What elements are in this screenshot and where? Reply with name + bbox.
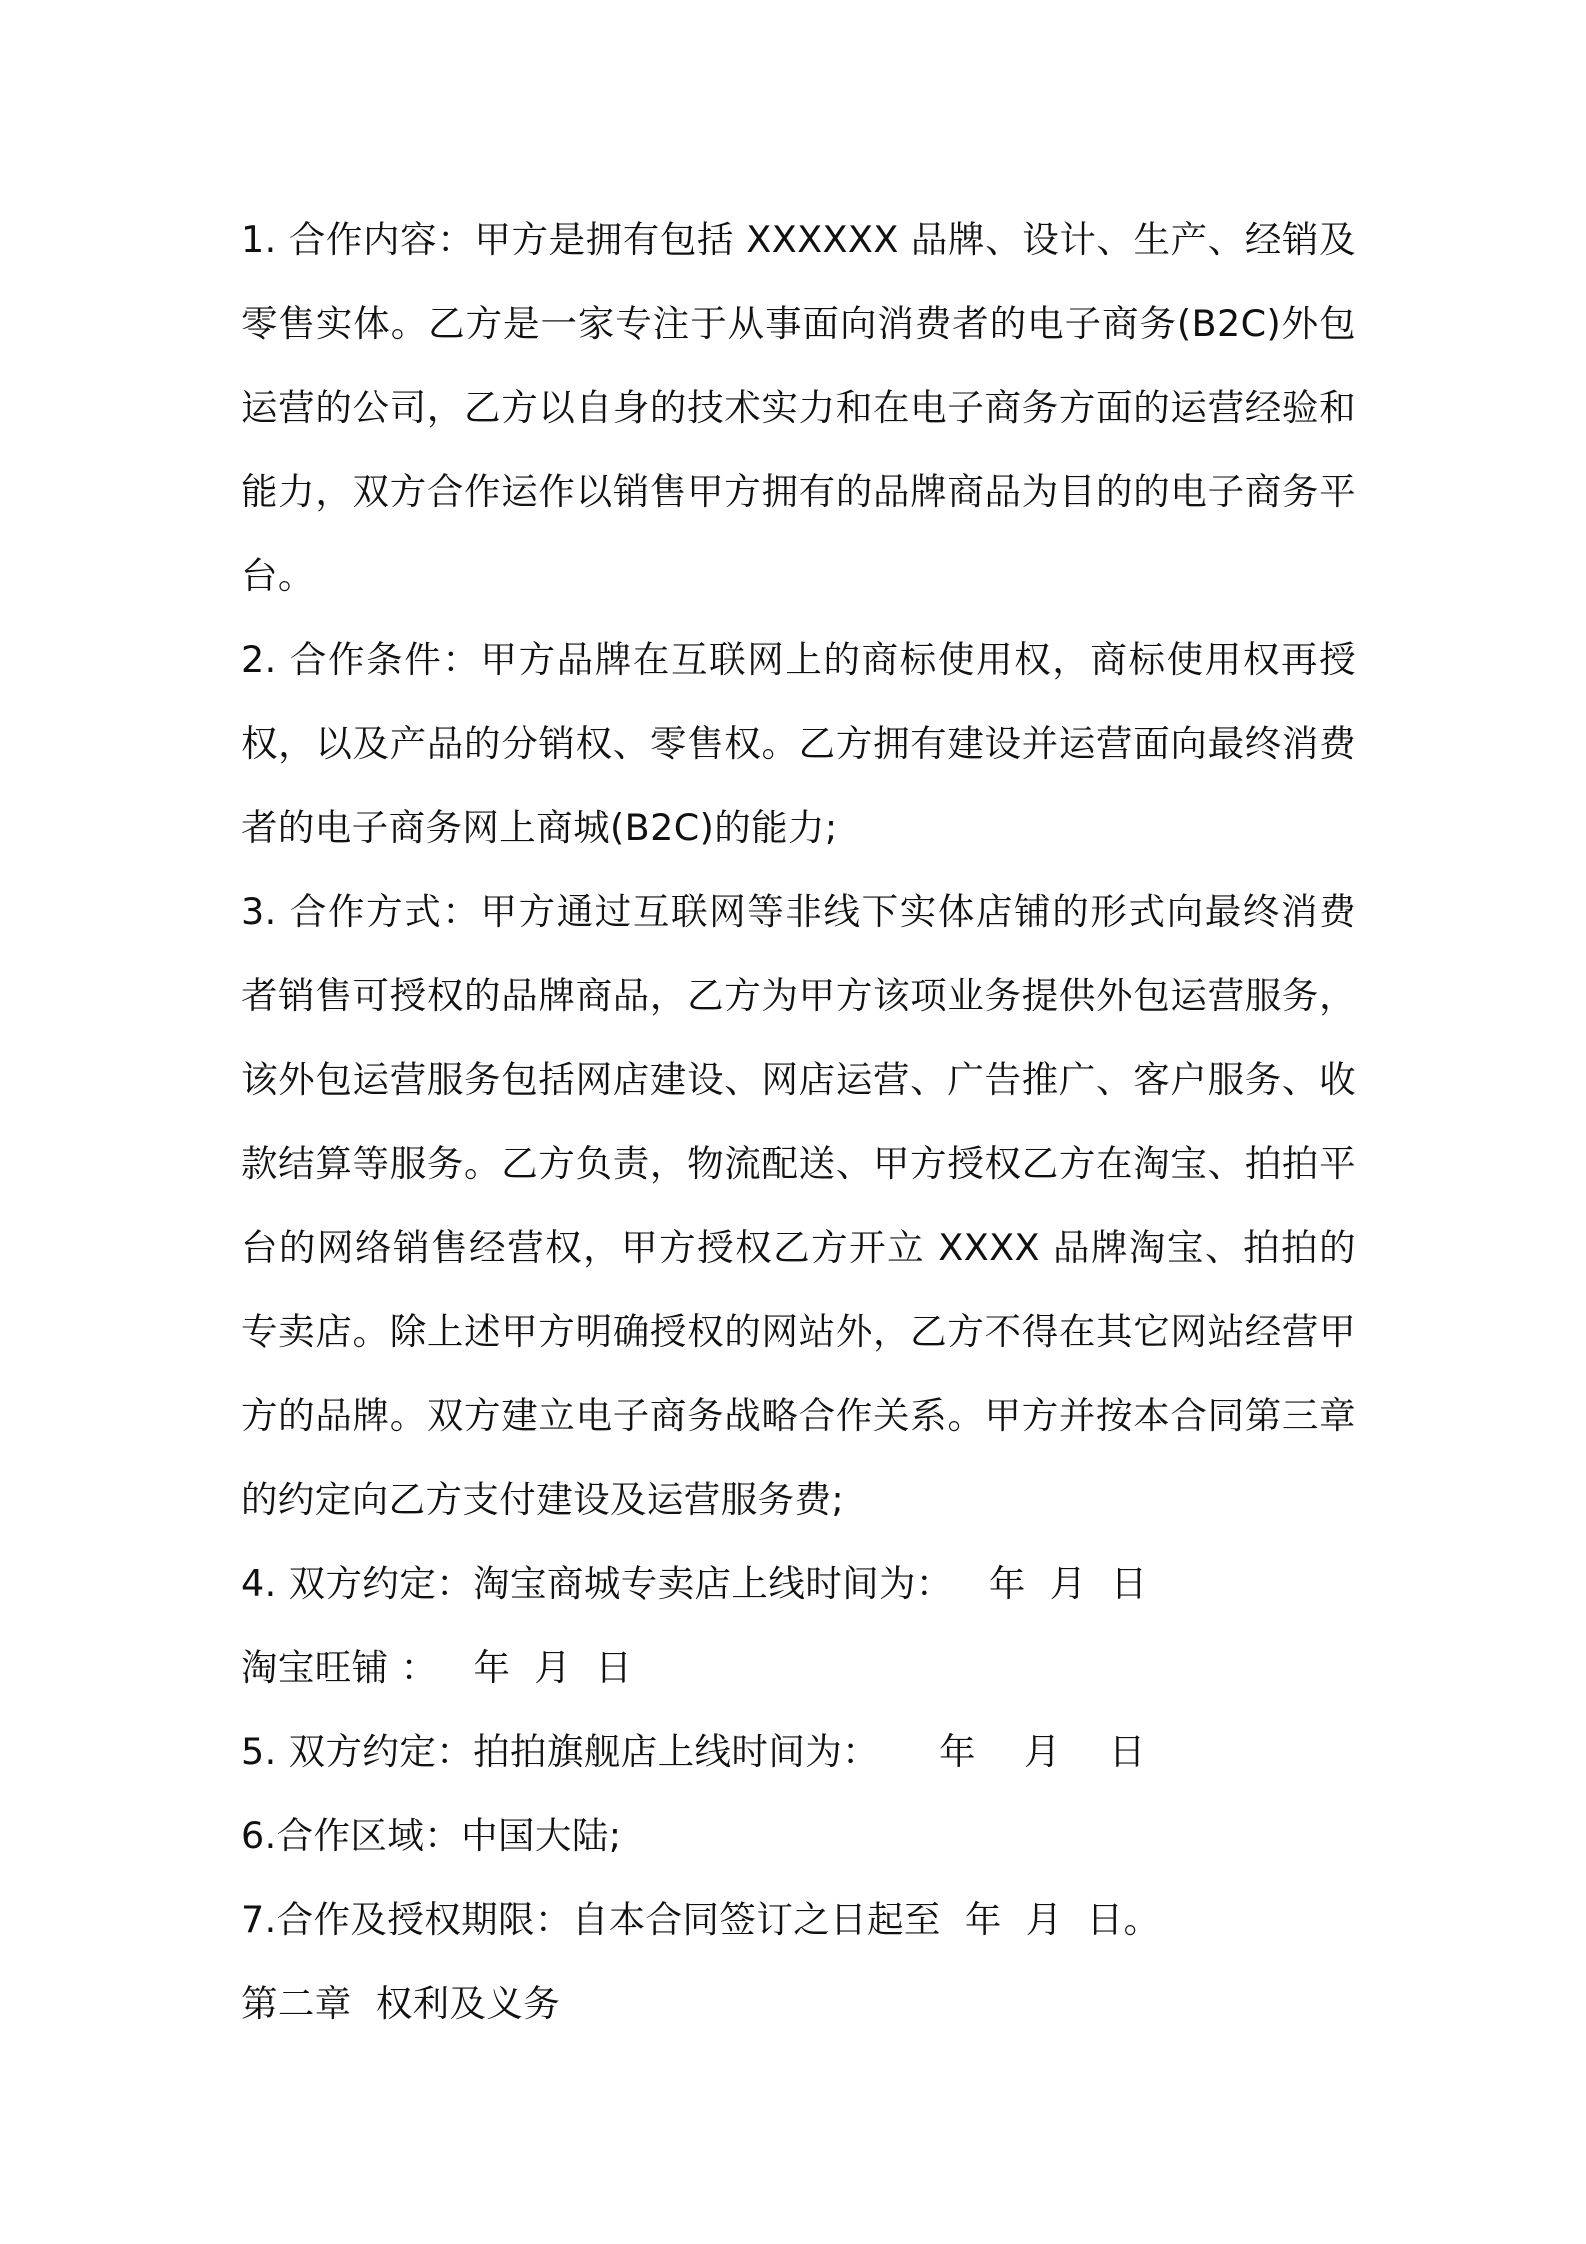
clause-5-paipai-launch-date: 5. 双方约定：拍拍旗舰店上线时间为： 年 月 日 <box>241 1730 1146 1773</box>
clause-4-taobao-store-date: 淘宝旺铺 ： 年 月 日 <box>241 1646 633 1689</box>
clause-3-cooperation-method: 3. 合作方式：甲方通过互联网等非线下实体店铺的形式向最终消费者销售可授权的品牌商品，乙方为甲方该项业务提供外包运营服务，该外包运营服务包括网店建设、网店运营、广告推广、客户服务、收款结算等服务。乙方负责，物流配送、甲方授权乙方在淘宝、拍拍平台的网络销售经营权，甲方授权乙方开立 XXXX 品牌淘宝、拍拍的专卖店。除上述甲方明确授权的网站外，乙方不得在其它网站经营甲方的品牌。双方建立电子商务战略合作关系。甲方并按本合同第三章的约定向乙方支付建设及运营服务费; <box>241 890 1356 1521</box>
clause-1-cooperation-content: 1. 合作内容：甲方是拥有包括 XXXXXX 品牌、设计、生产、经销及零售实体。乙方是一家专注于从事面向消费者的电子商务(B2C)外包运营的公司，乙方以自身的技术实力和在电子商务方面的运营经验和能力，双方合作运作以销售甲方拥有的品牌商品为目的的电子商务平台。 <box>241 218 1356 597</box>
clause-7-authorization-period: 7.合作及授权期限：自本合同签订之日起至 年 月 日。 <box>241 1898 1161 1941</box>
clause-2-cooperation-conditions: 2. 合作条件：甲方品牌在互联网上的商标使用权，商标使用权再授权，以及产品的分销权、零售权。乙方拥有建设并运营面向最终消费者的电子商务网上商城(B2C)的能力; <box>241 638 1356 849</box>
clause-6-cooperation-region: 6.合作区域：中国大陆; <box>241 1814 622 1857</box>
document-body <box>241 198 1356 2046</box>
clause-4-taobao-mall-launch-date: 4. 双方约定：淘宝商城专卖店上线时间为： 年 月 日 <box>241 1562 1148 1605</box>
chapter-heading: 第二章 权利及义务 <box>241 1982 561 2025</box>
